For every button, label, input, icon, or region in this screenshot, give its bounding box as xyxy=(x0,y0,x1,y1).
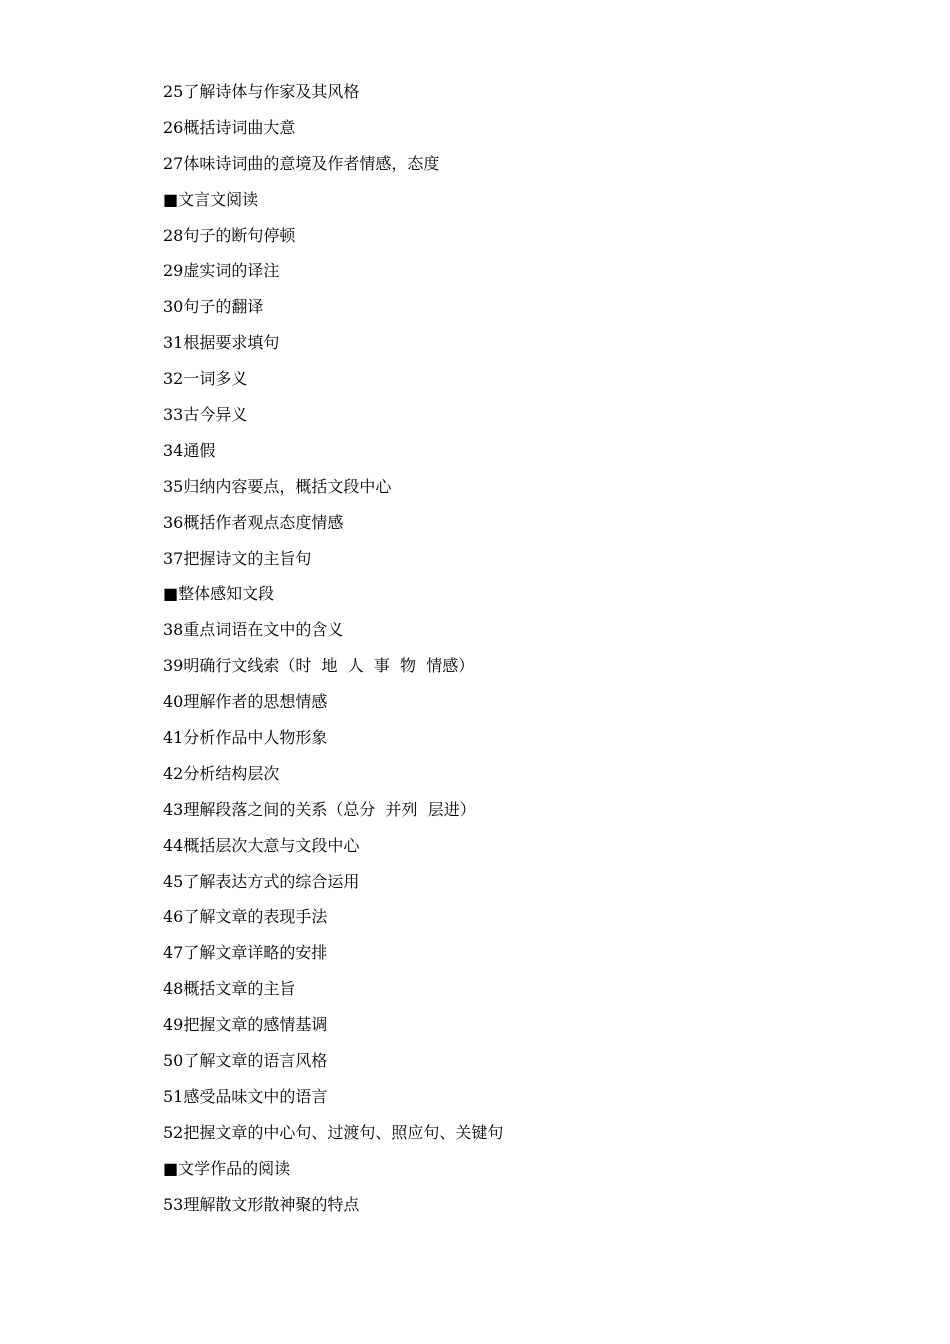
outline-item: 37把握诗文的主旨句 xyxy=(163,548,312,568)
outline-item: 38重点词语在文中的含义 xyxy=(163,620,344,640)
outline-item: 25了解诗体与作家及其风格 xyxy=(163,82,360,101)
outline-item: 53理解散文形散神聚的特点 xyxy=(163,1194,360,1214)
outline-list xyxy=(163,80,503,1229)
outline-item: 34通假 xyxy=(163,440,216,460)
outline-item: 36概括作者观点态度情感 xyxy=(163,512,344,532)
section-heading: ■整体感知文段 xyxy=(163,584,275,604)
outline-item: 32一词多义 xyxy=(163,369,248,389)
outline-item: 26概括诗词曲大意 xyxy=(163,117,296,137)
outline-item: 30句子的翻译 xyxy=(163,297,264,317)
outline-item: 44概括层次大意与文段中心 xyxy=(163,835,360,855)
outline-item: 41分析作品中人物形象 xyxy=(163,728,328,748)
outline-item: 43理解段落之间的关系（总分 并列 层进） xyxy=(163,799,476,819)
outline-item: 33古今异义 xyxy=(163,405,248,425)
outline-item: 27体味诗词曲的意境及作者情感，态度 xyxy=(163,153,440,173)
outline-item: 28句子的断句停顿 xyxy=(163,225,296,245)
outline-item: 42分析结构层次 xyxy=(163,763,280,783)
outline-item: 50了解文章的语言风格 xyxy=(163,1051,328,1071)
outline-item: 45了解表达方式的综合运用 xyxy=(163,871,360,891)
outline-item: 31根据要求填句 xyxy=(163,333,280,353)
outline-item: 39明确行文线索（时 地 人 事 物 情感） xyxy=(163,656,475,676)
section-heading: ■文言文阅读 xyxy=(163,189,259,209)
outline-item: 47了解文章详略的安排 xyxy=(163,943,328,963)
outline-item: 52把握文章的中心句、过渡句、照应句、关键句 xyxy=(163,1122,504,1142)
outline-item: 49把握文章的感情基调 xyxy=(163,1015,328,1035)
outline-item: 48概括文章的主旨 xyxy=(163,979,296,999)
outline-item: 29虚实词的译注 xyxy=(163,261,280,281)
outline-item: 35归纳内容要点，概括文段中心 xyxy=(163,476,392,496)
outline-item: 46了解文章的表现手法 xyxy=(163,907,328,927)
outline-item: 40理解作者的思想情感 xyxy=(163,692,328,712)
section-heading: ■文学作品的阅读 xyxy=(163,1158,291,1178)
outline-item: 51感受品味文中的语言 xyxy=(163,1086,328,1106)
